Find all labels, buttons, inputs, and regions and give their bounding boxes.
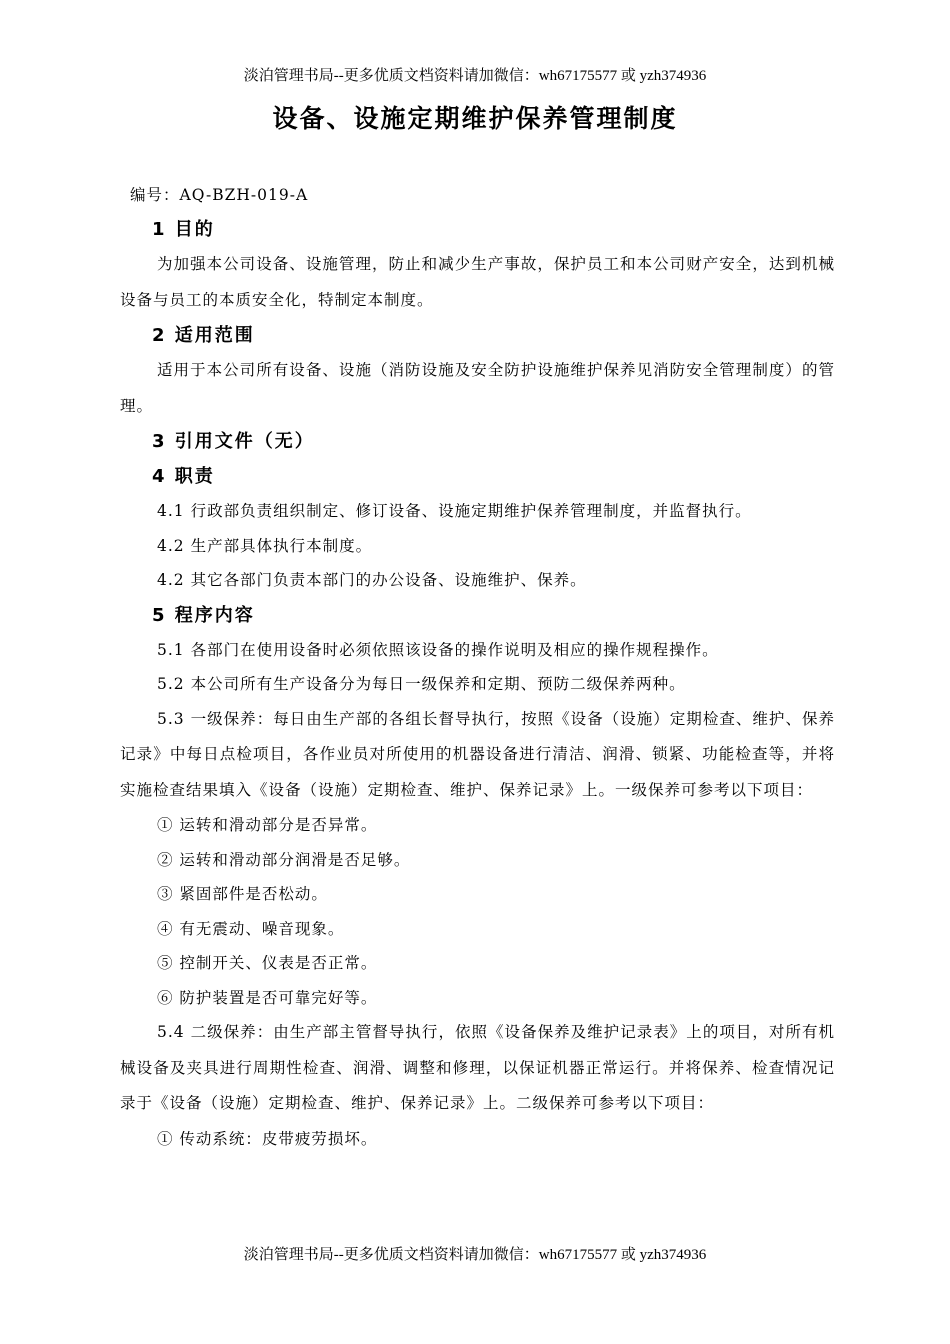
section-heading-procedure: 5 程序内容: [152, 604, 255, 626]
list-item: ③ 紧固部件是否松动。: [157, 885, 328, 903]
section-heading-scope: 2 适用范围: [152, 325, 255, 346]
page-header: 淡泊管理书局--更多优质文档资料请加微信：wh67175577 或 yzh374936: [243, 68, 707, 84]
list-item: ⑤ 控制开关、仪表是否正常。: [157, 954, 378, 972]
procedure-item: 5.2 本公司所有生产设备分为每日一级保养和定期、预防二级保养两种。: [157, 675, 686, 693]
list-item: ① 传动系统：皮带疲劳损坏。: [157, 1129, 378, 1148]
list-item: ① 运转和滑动部分是否异常。: [157, 816, 378, 834]
section-paragraph-purpose: 为加强本公司设备、设施管理，防止和减少生产事故，保护员工和本公司财产安全，达到机械设备与员工的本质安全化，特制定本制度。: [120, 255, 835, 309]
responsibility-item: 4.1 行政部负责组织制定、修订设备、设施定期维护保养管理制度，并监督执行。: [157, 502, 752, 520]
document-number: 编号：AQ-BZH-019-A: [130, 186, 309, 204]
responsibility-item: 4.2 其它各部门负责本部门的办公设备、设施维护、保养。: [157, 571, 587, 589]
document-body: [120, 178, 835, 1156]
section-heading-responsibilities: 4 职责: [152, 466, 215, 487]
procedure-paragraph-level2: 5.4 二级保养：由生产部主管督导执行，依照《设备保养及维护记录表》上的项目，对所有机械设备及夹具进行周期性检查、润滑、调整和修理，以保证机器正常运行。并将保养、检查情况记录于《设备（设施）定期检查、维护、保养记录》上。二级保养可参考以下项目：: [120, 1023, 835, 1112]
section-heading-references: 3 引用文件（无）: [152, 431, 315, 452]
page-footer: 淡泊管理书局--更多优质文档资料请加微信：wh67175577 或 yzh374936: [243, 1247, 707, 1263]
responsibility-item: 4.2 生产部具体执行本制度。: [157, 536, 373, 555]
list-item: ④ 有无震动、噪音现象。: [157, 919, 345, 938]
procedure-item: 5.1 各部门在使用设备时必须依照该设备的操作说明及相应的操作规程操作。: [157, 640, 719, 659]
section-paragraph-scope: 适用于本公司所有设备、设施（消防设施及安全防护设施维护保养见消防安全管理制度）的管理。: [120, 361, 835, 415]
list-item: ⑥ 防护装置是否可靠完好等。: [157, 988, 378, 1007]
list-item: ② 运转和滑动部分润滑是否足够。: [157, 850, 411, 869]
document-title: 设备、设施定期维护保养管理制度: [272, 104, 678, 133]
procedure-paragraph-level1: 5.3 一级保养：每日由生产部的各组长督导执行，按照《设备（设施）定期检查、维护、保养记录》中每日点检项目，各作业员对所使用的机器设备进行清洁、润滑、锁紧、功能检查等，并将实施检查结果填入《设备（设施）定期检查、维护、保养记录》上。一级保养可参考以下项目：: [120, 709, 835, 799]
section-heading-purpose: 1 目的: [152, 219, 215, 240]
